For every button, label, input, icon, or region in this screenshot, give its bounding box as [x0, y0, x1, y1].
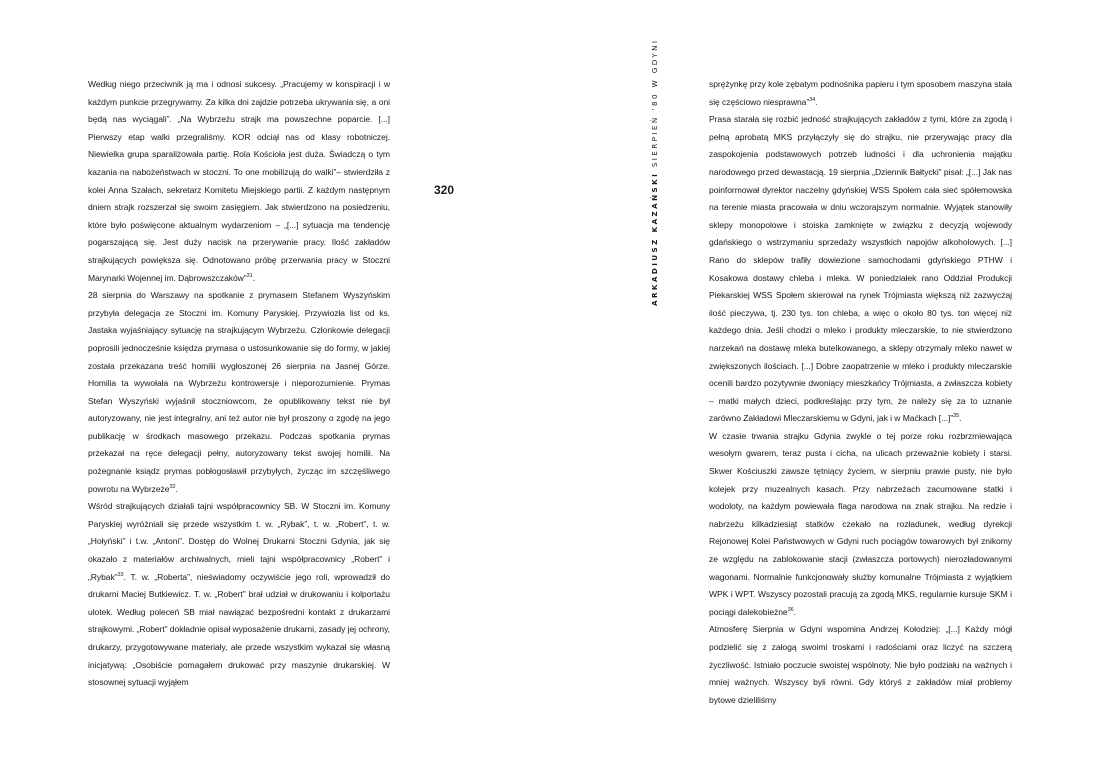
footnote-ref[interactable]: 36 — [787, 606, 794, 613]
footnote-ref[interactable]: 32 — [169, 483, 176, 490]
footnote-ref[interactable]: 35 — [953, 413, 960, 420]
running-head-author: ARKADIUSZ KAZAŃSKI — [650, 171, 659, 306]
page-number: 320 — [434, 183, 455, 197]
paragraph: Prasa starała się rozbić jedność strajkujących zakładów z tymi, które za zgodą i pełną aprobatą MKS przyłączyły się do strajku, nie przerywając pracy dla zaspokojenia podstawowych potrzeb ludności i dla uchronienia majątku narodowego przed dewastacją. 19 sierpnia „Dziennik Bałtycki” pisał: „[...] Jak nas poinformował dyrektor naczelny gdyńskiej WSS Społem cała sieć spółemowska na terenie miasta pracowała w dniu wczorajszym normalnie. Wyjątek stanowiły sklepy monopolowe i stoiska zamknięte w związku z decyzją wojewody gdańskiego o wstrzymaniu sprzedaży wszystkich napojów alkoholowych. [...] Rano do sklepów trafiły dowiezione samochodami gdyńskiego PTHW i Kosakowa dostawy chleba i mleka. W poniedziałek rano Oddział Produkcji Piekarskiej WSS Społem skierował na rynek Trójmiasta większą niż zazwyczaj ilość pieczywa, tj. 230 tys. ton chleba, a więc o około 80 tys. ton więcej niż każdego dnia. Jeśli chodzi o mleko i produkty mleczarskie, to nie stwierdzono narzekań na dostawę mleka butelkowanego, a sklepy otrzymały mleko nawet w zwiększonych ilościach. [...] Dobre zaopatrzenie w mleko i produkty mleczarskie ocenili bardzo pozytywnie dwoniący mieszkańcy Trójmiasta, a zwłaszcza kobiety – matki małych dzieci, podkreślając przy tym, że należy się za to uznanie zarówno Zakładowi Mleczarskiemu w Gdyni, jak i w Maćkach [...]”$^{35}$. — [709, 114, 1012, 424]
running-head-title: SIERPIEŃ ’80 W GDYNI — [650, 38, 659, 168]
paragraph: Atmosferę Sierpnia w Gdyni wspomina Andrzej Kołodziej: „[...] Każdy mógł podzielić się z załogą swoimi troskami i radościami oraz liczyć na szczerą życzliwość. Istniało poczucie swoistej wspólnoty. Nie było podziału na ważnych i mniej ważnych. Wszyscy byli równi. Gdy któryś z zakładów miał problemy bytowe dzieliliśmy — [709, 624, 1012, 705]
running-head — [650, 39, 659, 306]
left-page-text — [88, 76, 390, 692]
paragraph: Wśród strajkujących działali tajni współpracownicy SB. W Stoczni im. Komuny Paryskiej wyróżniali się przede wszystkim t. w. „Rybak”, t. w. „Robert”, t. w. „Hołyński” i t.w. „Antoni”. Dostęp do Wolnej Drukarni Stoczni Gdynia, jak się okazało z materiałów archiwalnych, mieli tajni współpracownicy „Robert” i „Rybak”$^{33}$. T. w. „Roberta”, nieświadomy oczywiście jego roli, wprowadził do drukarni Maciej Butkiewicz. T. w. „Robert” brał udział w drukowaniu i kolportażu ulotek. Według poleceń SB miał nawiązać bezpośredni kontakt z drukarzami strajkowymi. „Robert” dokładnie opisał wyposażenie drukarni, zasady jej ochrony, drukarzy, przygotowywane materiały, ale przede wszystkim wykazał się własną inicjatywą: „Osobiście pomagałem drukować przy maszynie drukarskiej. W stosownej sytuacji wyjąłem — [88, 501, 390, 688]
footnote-ref[interactable]: 31 — [246, 272, 253, 279]
footnote-ref[interactable]: 34 — [809, 96, 816, 103]
paragraph: W czasie trwania strajku Gdynia zwykle o tej porze roku rozbrzmiewająca wesołym gwarem, teraz pusta i cicha, na ulicach przeważnie kobiety i starsi. Skwer Kościuszki zawsze tętniący życiem, w sierpniu prawie pusty, nie było kolejek przy muzealnych kasach. Przy nabrzeżach zacumowane statki i wodoloty, na każdym powiewała flaga narodowa na znak strajku. Na redzie i nabrzeżu kilkadziesiąt statków czekało na rozładunek, według dyrekcji Rejonowej Kolei Państwowych w Gdyni ruch pociągów towarowych był znikomy ze względu na zablokowanie stacji (zwłaszcza portowych) nierozładowanymi wagonami. Normalnie funkcjonowały służby komunalne Trójmiasta z wyjątkiem WPK i WPT. Wszyscy pozostali pracują za zgodą MKS, regularnie kursuje SKM i pociągi dalekobieżne$^{36}$. — [709, 430, 1012, 617]
footnote-ref[interactable]: 33 — [117, 571, 124, 578]
paragraph: sprężynkę przy kole zębatym podnośnika papieru i tym sposobem maszyna stała się częściowo niesprawna”$^{34}$. — [709, 79, 1012, 107]
paragraph: Według niego przeciwnik ją ma i odnosi sukcesy. „Pracujemy w konspiracji i w każdym punkcie przegrywamy. Za kilka dni zajdzie potrzeba ukrywania się, a oni będą nas wyciągali”. „Na Wybrzeżu strajk ma powszechne poparcie. [...] Pierwszy etap walki przegraliśmy. KOR odciął nas od klasy robotniczej. Niewielka grupa sparaliżowała partię. Rola Kościoła jest duża. Świadczą o tym kazania na nabożeństwach w stoczni. To one mobilizują do walki”– stwierdziła z kolei Anna Szałach, sekretarz Komitetu Miejskiego partii. Z każdym następnym dniem strajk rozszerzał się swoim zasięgiem. Jak stwierdzono na posiedzeniu, które było poświęcone aktualnym wydarzeniom – „[...] sytuacja ma tendencję pogarszającą się. Jest duży nacisk na przerywanie pracy. Ilość zakładów strajkujących powiększa się. Odnotowano próbę przerwania pracy w Stoczni Marynarki Wojennej im. Dąbrowszczaków”$^{31}$. — [88, 79, 390, 283]
right-page-text — [709, 76, 1012, 709]
paragraph: 28 sierpnia do Warszawy na spotkanie z prymasem Stefanem Wyszyńskim przybyła delegacja ze Stoczni im. Komuny Paryskiej. Przywiozła list od ks. Jastaka wyjaśniający sytuację na strajkującym Wybrzeżu. Członkowie delegacji poprosili jednocześnie księdza prymasa o ustosunkowanie się do formy, w jakiej została przekazana treść homilii wygłoszonej 26 sierpnia na Jasnej Górze. Homilia ta wywołała na Wybrzeżu kontrowersje i nieporozumienie. Prymas Stefan Wyszyński wyjaśnił stoczniowcom, że opublikowany tekst nie był autoryzowany, nie jest integralny, ani też autor nie był proszony o zgodę na jego publikację w środkach masowego przekazu. Podczas spotkania prymas przekazał na ręce delegacji pełny, autoryzowany tekst swojej homilii. Na pożegnanie ksiądz prymas pobłogosławił przybyłych, życząc im szczęśliwego powrotu na Wybrzeże$^{32}$. — [88, 290, 390, 494]
